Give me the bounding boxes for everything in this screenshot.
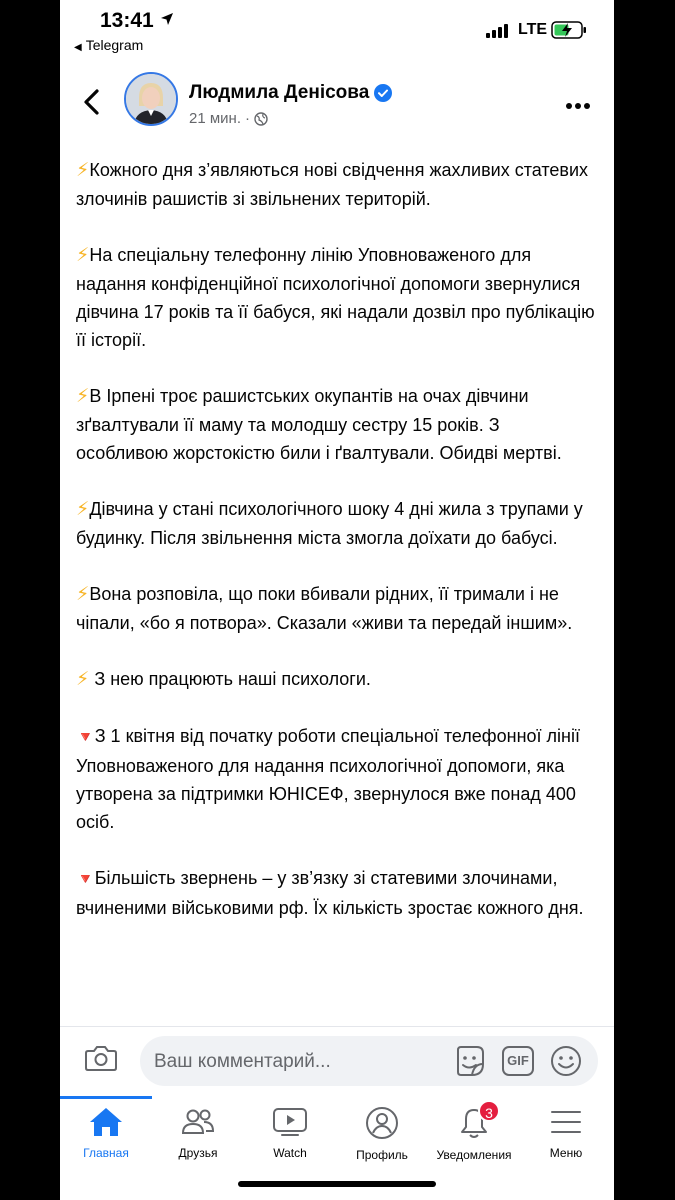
post-meta <box>189 110 268 127</box>
post-paragraph: 🔻Більшість звернень – у зв’язку зі статевими злочинами, вчиненими військовими рф. Їх кількість зростає кожного дня. <box>76 868 584 918</box>
red-triangle-icon: 🔻 <box>76 871 95 888</box>
facebook-post-screen <box>60 0 614 1200</box>
lightning-icon: ⚡ <box>76 386 90 407</box>
post-paragraph: 🔻З 1 квітня від початку роботи спеціальної телефонної лінії Уповноваженого для надання психологічної допомоги, яка утворена за підтримки ЮНІСЕФ, звернулося вже понад 400 осіб. <box>76 726 580 832</box>
home-indicator[interactable] <box>238 1181 436 1187</box>
signal-icon <box>486 24 510 38</box>
tab-menu[interactable] <box>520 1106 612 1176</box>
author-name-label: Людмила Денісова <box>189 82 370 103</box>
tab-label: Друзья <box>178 1146 218 1160</box>
back-chevron-icon[interactable] <box>80 88 104 116</box>
tab-label: Профиль <box>356 1148 408 1162</box>
comment-bar <box>60 1026 614 1094</box>
lightning-icon: ⚡ <box>76 669 90 690</box>
home-icon <box>89 1106 123 1138</box>
tab-home[interactable] <box>60 1106 152 1176</box>
author-name[interactable] <box>189 82 392 104</box>
tab-label: Главная <box>83 1146 129 1160</box>
back-triangle-icon: ◀ <box>74 42 82 53</box>
more-dots-icon[interactable] <box>566 96 596 106</box>
gif-icon[interactable] <box>502 1046 534 1076</box>
active-tab-indicator <box>60 1096 152 1099</box>
friends-icon <box>180 1106 216 1138</box>
lightning-icon: ⚡ <box>76 160 90 181</box>
verified-badge-icon <box>374 84 392 102</box>
tab-profile[interactable] <box>336 1106 428 1176</box>
location-arrow-icon <box>160 12 174 26</box>
network-type: LTE <box>518 21 548 38</box>
watch-icon <box>272 1106 308 1138</box>
lightning-icon: ⚡ <box>76 499 90 520</box>
menu-icon <box>549 1106 583 1138</box>
globe-icon <box>254 112 268 126</box>
sticker-icon[interactable] <box>452 1044 486 1078</box>
notification-badge: 3 <box>478 1100 500 1122</box>
battery-charging-icon <box>551 20 587 40</box>
emoji-icon[interactable] <box>550 1045 582 1077</box>
tab-label: Уведомления <box>436 1148 512 1162</box>
post-paragraph: ⚡ З нею працюють наші психологи. <box>76 669 371 690</box>
post-paragraph: ⚡Кожного дня з’являються нові свідчення жахливих статевих злочинів рашистів зі звільнених територій. <box>76 160 589 209</box>
post-paragraph: ⚡На спеціальну телефонну лінію Уповноваженого для надання конфіденційної психологічної допомоги звернулися дівчина 17 років та її бабуся, які надали дозвіл про публікацію її історії. <box>76 245 595 350</box>
post-body <box>76 156 596 1028</box>
post-paragraph: ⚡Дівчина у стані психологічного шоку 4 дні жила з трупами у будинку. Після звільнення міста змогла доїхати до бабусі. <box>76 499 583 548</box>
lightning-icon: ⚡ <box>76 245 90 266</box>
tab-friends[interactable] <box>152 1106 244 1176</box>
tab-label: Меню <box>549 1146 583 1160</box>
post-time[interactable]: 21 мин. <box>189 110 241 127</box>
status-time: 13:41 <box>100 9 154 32</box>
post-paragraph: ⚡В Ірпені троє рашистських окупантів на очах дівчини зґвалтували її маму та молодшу сестру 15 років. З особливою жорстокістю били і ґвалтували. Обидві мертві. <box>76 386 562 463</box>
author-avatar[interactable] <box>124 72 178 126</box>
tab-notifications[interactable] <box>428 1106 520 1176</box>
post-paragraph: ⚡Вона розповіла, що поки вбивали рідних, її тримали і не чіпали, «бо я потвора». Сказали «живи та передай іншим». <box>76 584 573 633</box>
camera-icon[interactable] <box>84 1043 118 1073</box>
comment-placeholder: Ваш комментарий... <box>154 1051 331 1072</box>
back-to-telegram[interactable] <box>74 37 143 53</box>
tab-label: Watch <box>273 1146 307 1160</box>
back-app-label: Telegram <box>85 37 144 53</box>
meta-separator: · <box>245 110 250 127</box>
profile-icon <box>365 1106 399 1140</box>
gif-label: GIF <box>507 1053 529 1068</box>
lightning-icon: ⚡ <box>76 584 90 605</box>
avatar-portrait-icon <box>126 74 176 124</box>
tab-watch[interactable] <box>244 1106 336 1176</box>
red-triangle-icon: 🔻 <box>76 729 95 746</box>
